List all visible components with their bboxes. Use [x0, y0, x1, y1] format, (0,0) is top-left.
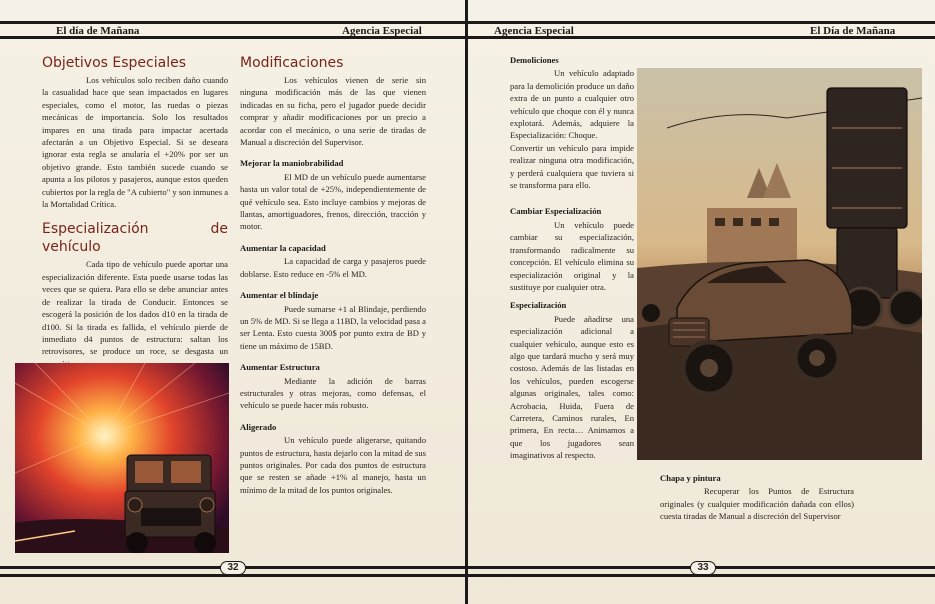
paragraph: Un vehículo puede aligerarse, quitando puntos de estructura, hasta dejarlo con la mitad de sus puntos originales. Por cada dos puntos de estructura que se resten se añade +1% al manejo, hasta un mínimo de la mitad de los puntos originales. [240, 435, 426, 495]
header-book-title: El Día de Mañana [810, 25, 896, 37]
paragraph: Los vehículos vienen de serie sin ninguna modificación más de las que vienen indicadas en su ficha, pero el jugador puede decidir comprar y añadir modificaciones por un precio a acordar con el mecánico, o una serie de tiradas de Manual a discreción del Supervisor. [240, 75, 426, 148]
paragraph: Convertir un vehículo para impide realizar ninguna otra modificación, y perderá cualquiera que tuviera si se transforma para ello. [510, 142, 634, 191]
paragraph: Cada tipo de vehículo puede aportar una especialización diferente. Esta puede usarse todas las veces que se quiera. Para ello se debe anunciar antes de realizar la tirada de Conducir. Entonces se escogerá la posición de los dados d10 en la tirada de d100. Si la tirada es fallida, el vehículo pierde de inmediato d4 puntos de estructura: saltan los retrovisores, se produce un roce, se desgasta un [42, 259, 228, 357]
left-column-2 [240, 54, 426, 496]
paragraph: Puede sumarse +1 al Blindaje, perdiendo un 5% de MD. Si se llega a 11BD, la velocidad pasa a ser Lenta. Esto cuesta 300$ por punto extra de BD y tiene un máximo de 15BD. [240, 303, 426, 351]
left-page [0, 0, 466, 604]
paragraph: Puede añadirse una especialización adicional a cualquier vehículo, aunque esto es algo que tardará mucho y será muy costoso. Además de las listadas en los vehículos, pueden escogerse algunas originales, tales como: Acrobacia, Huida, Fuera de Carretera, Caminos rurales, En primera, En recta… Animamos a que los jugadores sean imaginativos al respecto. [510, 313, 634, 461]
page-number: 33 [690, 561, 716, 575]
right-page [468, 0, 935, 604]
paragraph: Un vehículo adaptado para la demolición produce un daño extra de un punto a cualquier otro vehículo que choque con él y nunca explotará. Además, adquiere la Especialización: Choque. [510, 68, 634, 141]
paragraph: Los vehículos solo reciben daño cuando la casualidad hace que sean impactados en lugares especiales, como el motor, las ruedas o piezas mecánicas de importancia. Solo los resultados impares en una tirada para impactar acertada afectarán a un Objetivo Especial. Si se deseara ignorar esta regla se anularía el +20% por ser un objetivo grande. Esto también sucede cuando se apunta a los pilotos y pasajeros, aunque estos queden cubiertos por la regla de "A cubierto" y son inmunes a la Mortalidad Crítica. [42, 75, 229, 210]
paragraph: El MD de un vehículo puede aumentarse hasta un valor total de +25%, independientemente de qué vehículo sea. Esto incluye cambios y mejoras de llantas, amortiguadores, frenos, dirección, tracción y motor. [240, 171, 426, 232]
paragraph: La capacidad de carga y pasajeros puede doblarse. Esto reduce en -5% el MD. [240, 256, 426, 279]
right-column-1 [510, 54, 634, 462]
section-title: Modificaciones [240, 55, 344, 71]
subsection-heading: Aumentar Estructura [240, 362, 320, 373]
wasteland-car-illustration [637, 68, 922, 460]
header-rule [468, 21, 935, 24]
subsection-heading: Aumentar el blindaje [240, 290, 319, 301]
paragraph: Mediante la adición de barras estructurales y otras mejoras, como defensas, el vehículo se puede hacer más robusto. [240, 375, 426, 411]
header-section-title: Agencia Especial [494, 25, 574, 37]
page-number: 32 [220, 561, 246, 575]
sunset-truck-illustration [15, 363, 229, 553]
subsection-heading: Chapa y pintura [660, 473, 721, 483]
paragraph: Recuperar los Puntos de Estructura originales (y cualquier modificación dañada con ellos) cuesta tiradas de Manual a discreción del Supervisor [660, 486, 854, 522]
subsection-heading: Cambiar Especialización [510, 206, 602, 217]
subsection-heading: Especialización [510, 300, 567, 311]
header-section-title: Agencia Especial [342, 25, 422, 37]
section-title: Especialización de vehículo [42, 221, 228, 256]
left-column-1 [42, 54, 228, 370]
right-column-2 [660, 472, 854, 523]
subsection-heading: Aligerado [240, 421, 277, 432]
subsection-heading: Aumentar la capacidad [240, 242, 326, 253]
subsection-heading: Demoliciones [510, 55, 559, 65]
header-rule [0, 21, 466, 24]
paragraph: Un vehículo puede cambiar su especialización, transformando radicalmente su concepción. El vehículo elimina su especialización original y la sustituye por cualquier otra. [510, 219, 634, 292]
section-title: Objetivos Especiales [42, 55, 186, 71]
header-book-title: El día de Mañana [56, 25, 140, 37]
subsection-heading: Mejorar la maniobrabilidad [240, 158, 344, 169]
